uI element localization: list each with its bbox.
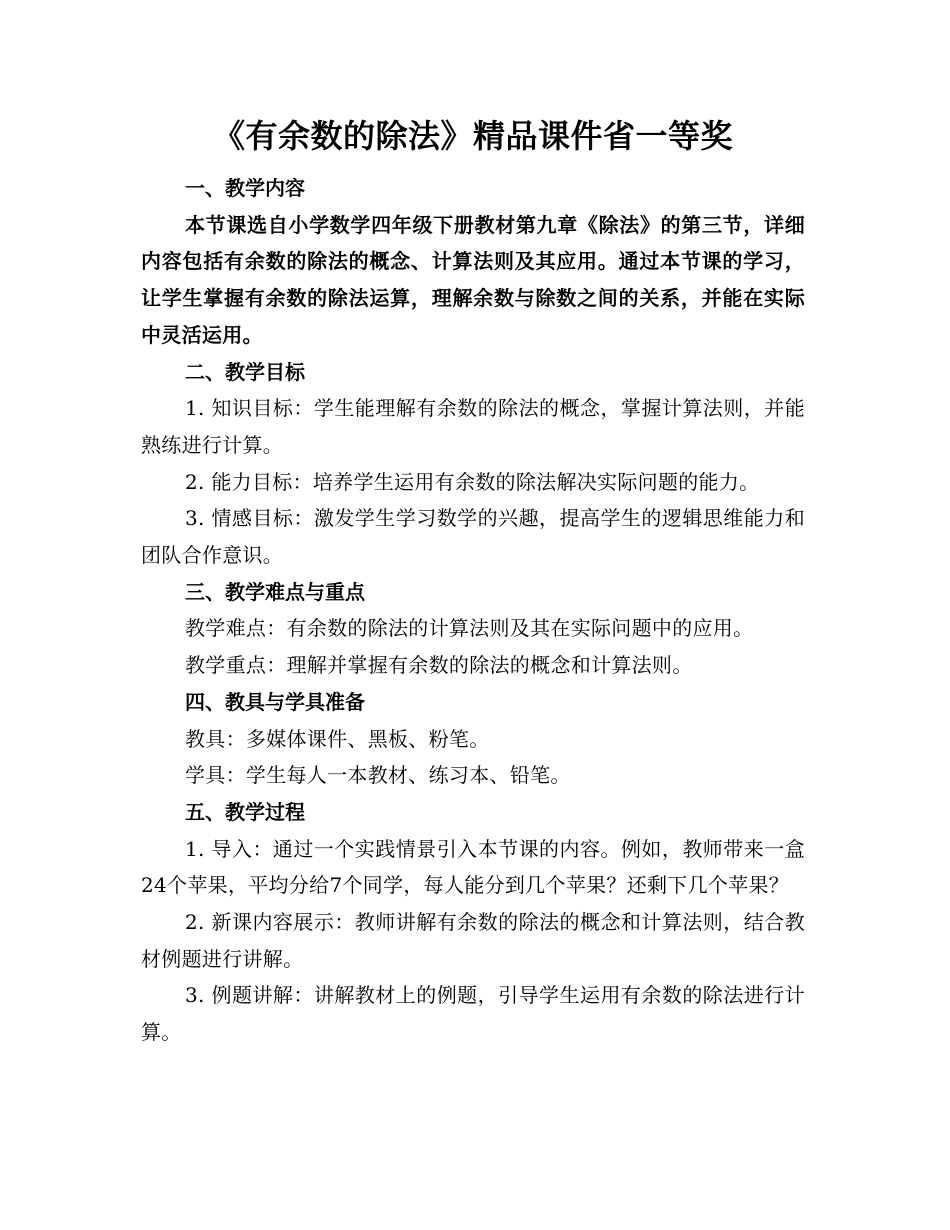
document-title: 《有余数的除法》精品课件省一等奖 [212,117,733,155]
paragraph: 2. 新课内容展示：教师讲解有余数的除法的概念和计算法则，结合教材例题进行讲解。 [141,910,805,971]
paragraph: 本节课选自小学数学四年级下册教材第九章《除法》的第三节，详细内容包括有余数的除法的概念、计算法则及其应用。通过本节课的学习，让学生掌握有余数的除法运算，理解余数与除数之间的关系，并能在实际中灵活运用。 [141,212,805,347]
section-heading: 三、教学难点与重点 [185,579,365,604]
section-heading: 五、教学过程 [185,799,305,824]
document-page [141,110,805,1051]
paragraph: 2. 能力目标：培养学生运用有余数的除法解决实际问题的能力。 [185,469,760,494]
section-heading: 一、教学内容 [185,176,305,200]
paragraph: 3. 情感目标：激发学生学习数学的兴趣，提高学生的逻辑思维能力和团队合作意识。 [141,506,805,568]
section-teaching-goals [141,354,805,574]
paragraph: 学具：学生每人一本教材、练习本、铅笔。 [185,763,571,788]
section-heading: 二、教学目标 [185,359,305,384]
section-difficulties-keypoints [141,574,805,684]
paragraph: 1. 知识目标：学生能理解有余数的除法的概念，掌握计算法则，并能熟练进行计算。 [141,396,805,457]
section-teaching-content [141,170,805,354]
paragraph: 教具：多媒体课件、黑板、粉笔。 [185,726,490,751]
section-teaching-process [141,794,805,1051]
paragraph: 3. 例题讲解：讲解教材上的例题，引导学生运用有余数的除法进行计算。 [141,983,805,1045]
paragraph: 1. 导入：通过一个实践情景引入本节课的内容。例如，教师带来一盒24个苹果，平均分给7个同学，每人能分到几个苹果？还剩下几个苹果？ [141,836,805,898]
paragraph: 教学难点：有余数的除法的计算法则及其在实际问题中的应用。 [185,616,754,641]
paragraph: 教学重点：理解并掌握有余数的除法的概念和计算法则。 [185,653,693,678]
section-teaching-aids [141,684,805,794]
section-heading: 四、教具与学具准备 [185,689,365,714]
